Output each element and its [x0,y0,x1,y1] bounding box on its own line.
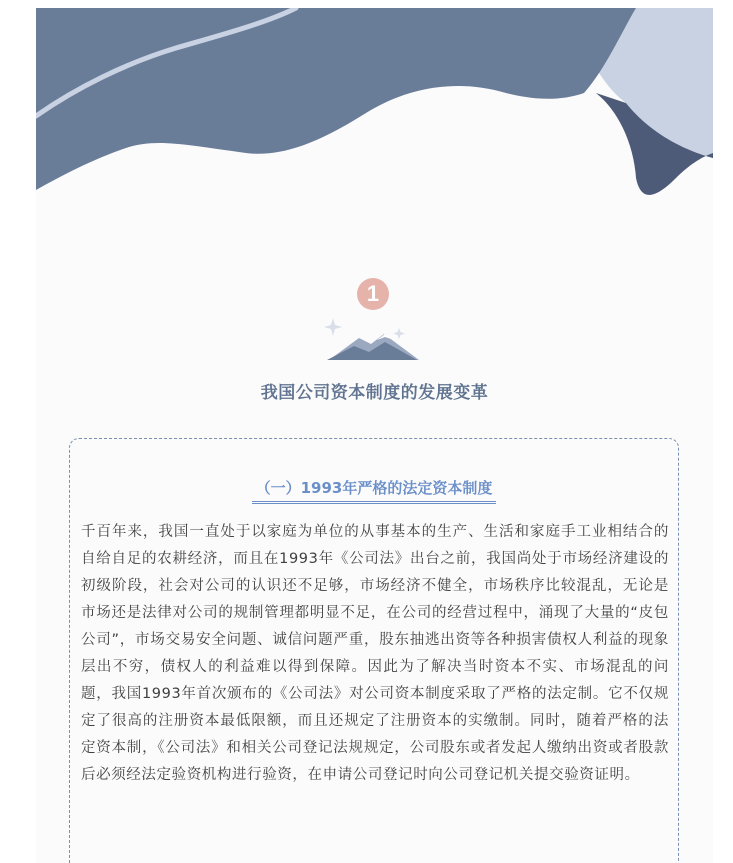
article-page [36,8,713,863]
section-title: 我国公司资本制度的发展变革 [260,383,489,403]
mountain-icon [319,312,429,368]
subtitle-container [70,477,678,504]
body-paragraph: 千百年来，我国一直处于以家庭为单位的从事基本的生产、生活和家庭手工业相结合的自给自足的农耕经济，而且在1993年《公司法》出台之前，我国尚处于市场经济建设的初级阶段，社会对公司的认识还不足够，市场经济不健全，市场秩序比较混乱，无论是市场还是法律对公司的规制管理都明显不足，在公司的经营过程中，涌现了大量的“皮包公司”，市场交易安全问题、诚信问题严重，股东抽逃出资等各种损害债权人利益的现象层出不穷，债权人的利益难以得到保障。因此为了解决当时资本不实、市场混乱的问题，我国1993年首次颁布的《公司法》对公司资本制度采取了严格的法定制。它不仅规定了很高的注册资本最低限额，而且还规定了注册资本的实缴制。同时，随着严格的法定资本制，《公司法》和相关公司登记法规规定，公司股东或者发起人缴纳出资或者股款后必须经法定验资机构进行验资，在申请公司登记时向公司登记机关提交验资证明。 [81,524,669,783]
content-box [69,438,679,863]
sparkle-right [393,328,405,339]
sparkle-left [324,318,342,336]
section-number-badge: 1 [357,278,389,310]
header-wave-decoration [36,8,713,208]
wave-dark-shape [36,8,636,190]
subsection-title: （一）1993年严格的法定资本制度 [252,477,497,504]
